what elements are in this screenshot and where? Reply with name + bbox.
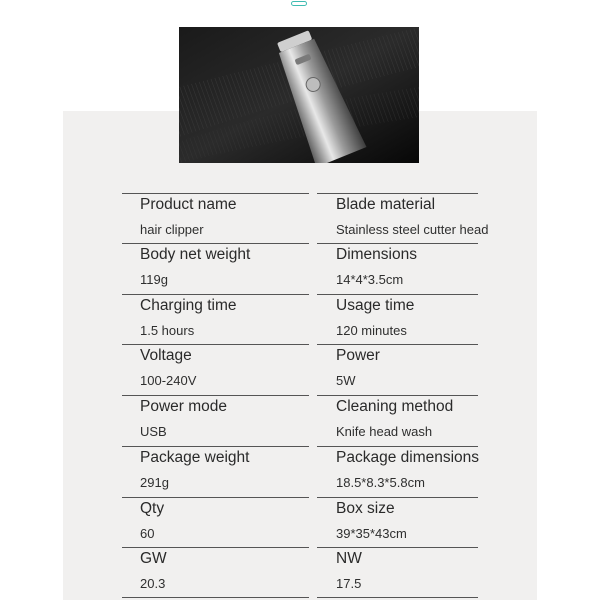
spec-label-qty: Qty xyxy=(140,500,165,517)
row-divider xyxy=(317,344,478,345)
spec-row xyxy=(0,497,600,547)
spec-value-usage-time: 120 minutes xyxy=(336,323,407,338)
spec-row xyxy=(0,446,600,496)
spec-row xyxy=(0,547,600,597)
spec-label-voltage: Voltage xyxy=(140,347,192,364)
row-divider xyxy=(122,547,309,548)
spec-value-dimensions: 14*4*3.5cm xyxy=(336,272,404,287)
spec-value-power: 5W xyxy=(336,373,356,388)
row-divider xyxy=(317,243,478,244)
spec-label-nw: NW xyxy=(336,550,362,567)
spec-row xyxy=(0,344,600,394)
row-divider xyxy=(317,395,478,396)
spec-value-package-dimensions: 18.5*8.3*5.8cm xyxy=(336,475,425,490)
spec-label-power: Power xyxy=(336,347,380,364)
table-bottom-divider xyxy=(122,597,309,598)
table-bottom-divider xyxy=(317,597,478,598)
spec-value-body-net-weight: 119g xyxy=(140,272,168,287)
row-divider xyxy=(122,193,309,194)
spec-label-package-dimensions: Package dimensions xyxy=(336,449,480,466)
row-divider xyxy=(122,294,309,295)
spec-value-package-weight: 291g xyxy=(140,475,169,490)
spec-label-box-size: Box size xyxy=(336,500,395,517)
spec-label-usage-time: Usage time xyxy=(336,297,415,314)
row-divider xyxy=(122,446,309,447)
spec-label-blade-material: Blade material xyxy=(336,196,436,213)
spec-value-charging-time: 1.5 hours xyxy=(140,323,195,338)
row-divider xyxy=(122,497,309,498)
spec-value-qty: 60 xyxy=(140,526,155,541)
row-divider xyxy=(317,497,478,498)
spec-value-blade-material: Stainless steel cutter head xyxy=(336,222,489,237)
spec-row xyxy=(0,294,600,344)
spec-value-cleaning-method: Knife head wash xyxy=(336,424,433,439)
spec-label-dimensions: Dimensions xyxy=(336,246,417,263)
spec-label-charging-time: Charging time xyxy=(140,297,237,314)
spec-label-cleaning-method: Cleaning method xyxy=(336,398,454,415)
spec-label-product-name: Product name xyxy=(140,196,237,213)
row-divider xyxy=(122,344,309,345)
spec-value-nw: 17.5 xyxy=(336,576,362,591)
spec-value-gw: 20.3 xyxy=(140,576,166,591)
spec-value-product-name: hair clipper xyxy=(140,222,204,237)
spec-value-box-size: 39*35*43cm xyxy=(336,526,407,541)
row-divider xyxy=(317,294,478,295)
spec-label-gw: GW xyxy=(140,550,167,567)
spec-label-power-mode: Power mode xyxy=(140,398,228,415)
spec-row xyxy=(0,395,600,445)
spec-label-body-net-weight: Body net weight xyxy=(140,246,251,263)
spec-row xyxy=(0,193,600,243)
row-divider xyxy=(317,547,478,548)
row-divider xyxy=(317,193,478,194)
spec-value-power-mode: USB xyxy=(140,424,167,439)
row-divider xyxy=(122,243,309,244)
spec-value-voltage: 100-240V xyxy=(140,373,197,388)
row-divider xyxy=(317,446,478,447)
spec-label-package-weight: Package weight xyxy=(140,449,250,466)
row-divider xyxy=(122,395,309,396)
spec-row xyxy=(0,243,600,293)
